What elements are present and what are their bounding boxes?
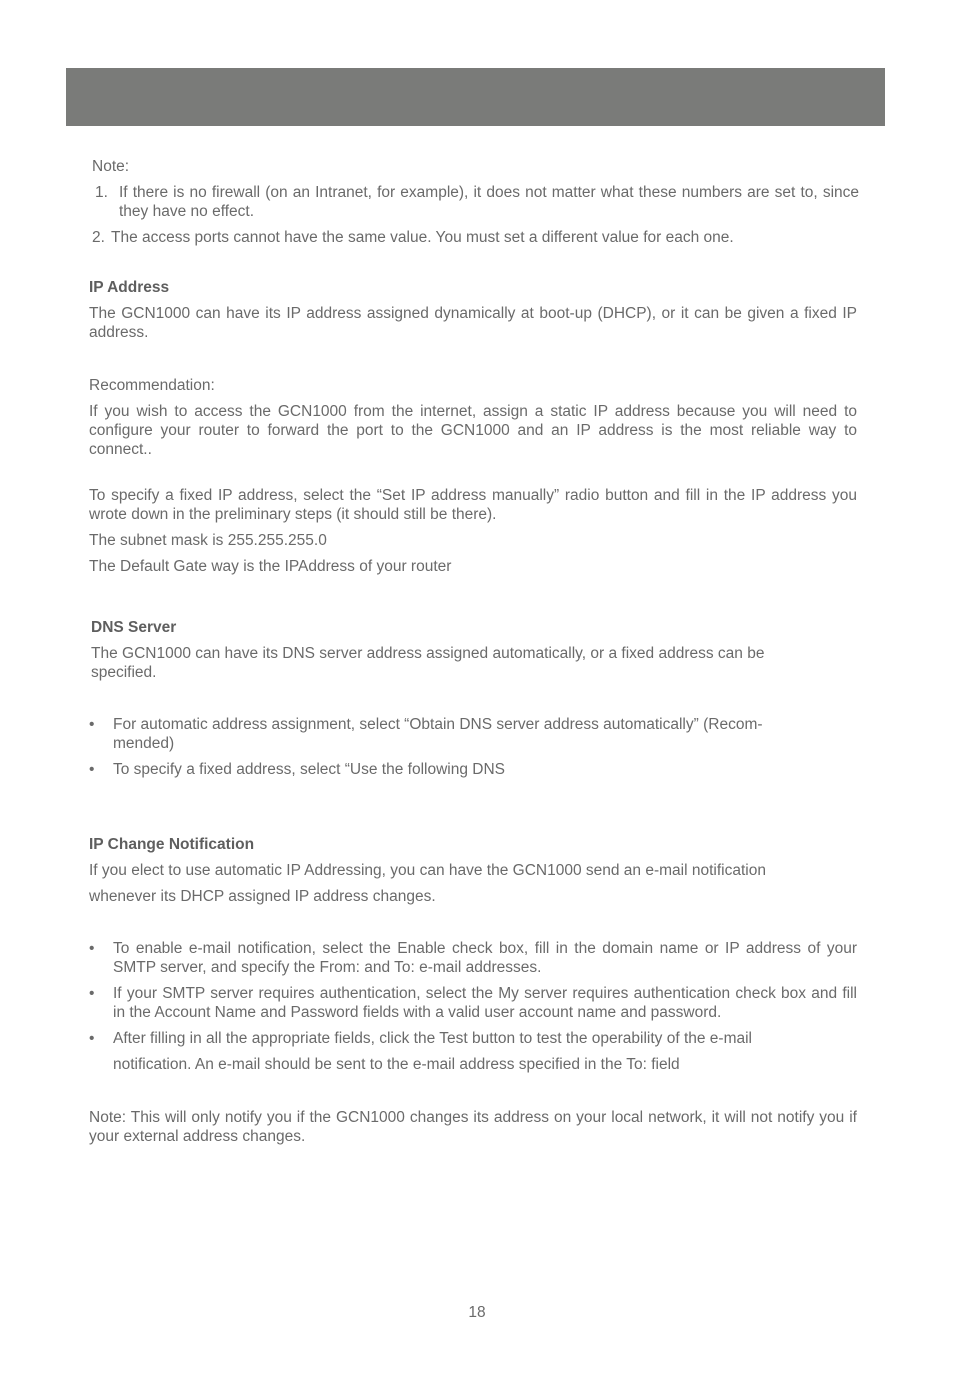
- list-item: [89, 939, 857, 977]
- section-title: DNS Server: [91, 619, 177, 636]
- recommendation-body: If you wish to access the GCN1000 from the internet, assign a static IP address because you will need to configure your router to forward the port to the GCN1000 and an IP address is the most reliable way to connect..: [89, 403, 857, 458]
- note-text: Note: This will only notify you if the GCN1000 changes its address on your local network, it will not notify you if your external address changes.: [89, 1109, 857, 1145]
- ip-change-body-cont: whenever its DHCP assigned IP address changes.: [89, 888, 436, 905]
- note-item-text: If there is no firewall (on an Intranet, for example), it does not matter what these numbers are set to, since they have no effect.: [119, 184, 859, 220]
- bullet-icon: •: [89, 716, 95, 733]
- header-bar: [66, 68, 885, 126]
- fixed-ip-text: To specify a fixed IP address, select the “Set IP address manually” radio button and fill in the IP address you wrote down in the preliminary steps (it should still be there).: [89, 487, 857, 523]
- note-item-number: 2.: [92, 229, 105, 246]
- note-section: [92, 157, 859, 247]
- list-item-continuation: [89, 1055, 857, 1074]
- note-item: [92, 228, 859, 247]
- list-item: [89, 1029, 857, 1048]
- bullet-icon: •: [89, 761, 95, 778]
- ip-change-section: [89, 835, 857, 906]
- dns-bullets: [89, 715, 803, 779]
- list-item-text: For automatic address assignment, select “Obtain DNS server address automatically” (Recom-mended): [113, 716, 763, 752]
- dns-section: [91, 618, 805, 682]
- list-item: [89, 715, 803, 753]
- subnet-text: The subnet mask is 255.255.255.0: [89, 532, 327, 549]
- ip-change-note: [89, 1108, 857, 1146]
- list-item-text: If your SMTP server requires authentication, select the My server requires authentication check box and fill in the Account Name and Password fields with a valid user account name and password.: [113, 985, 857, 1021]
- note-item: [95, 183, 859, 221]
- ip-address-section: [89, 278, 857, 342]
- section-title: IP Address: [89, 279, 170, 296]
- recommendation-section: [89, 376, 857, 459]
- fixed-ip-section: [89, 486, 857, 576]
- list-item-text: notification. An e-mail should be sent to the e-mail address specified in the To: field: [113, 1056, 680, 1073]
- gateway-text: The Default Gate way is the IPAddress of your router: [89, 558, 452, 575]
- bullet-icon: •: [89, 985, 95, 1002]
- page-number: 18: [468, 1304, 486, 1321]
- note-item-number: 1.: [95, 184, 108, 201]
- list-item: [89, 760, 803, 779]
- recommendation-label: Recommendation:: [89, 377, 215, 394]
- ip-change-bullets: [89, 939, 857, 1074]
- bullet-icon: •: [89, 1030, 95, 1047]
- list-item-text: To enable e-mail notification, select the Enable check box, fill in the domain name or IP address of your SMTP server, and specify the From: and To: e-mail addresses.: [113, 940, 857, 976]
- list-item-text: To specify a fixed address, select “Use the following DNS: [113, 761, 505, 778]
- list-item: [89, 984, 857, 1022]
- note-label: Note:: [92, 158, 130, 175]
- bullet-icon: •: [89, 940, 95, 957]
- ip-address-body: The GCN1000 can have its IP address assigned dynamically at boot-up (DHCP), or it can be given a fixed IP address.: [89, 305, 857, 341]
- list-item-text: After filling in all the appropriate fields, click the Test button to test the operability of the e-mail: [113, 1030, 752, 1047]
- section-title: IP Change Notification: [89, 836, 255, 853]
- ip-change-body: If you elect to use automatic IP Addressing, you can have the GCN1000 send an e-mail notification: [89, 862, 766, 879]
- dns-body: The GCN1000 can have its DNS server address assigned automatically, or a fixed address can be specified.: [91, 645, 765, 681]
- note-item-text: The access ports cannot have the same value. You must set a different value for each one.: [111, 229, 734, 246]
